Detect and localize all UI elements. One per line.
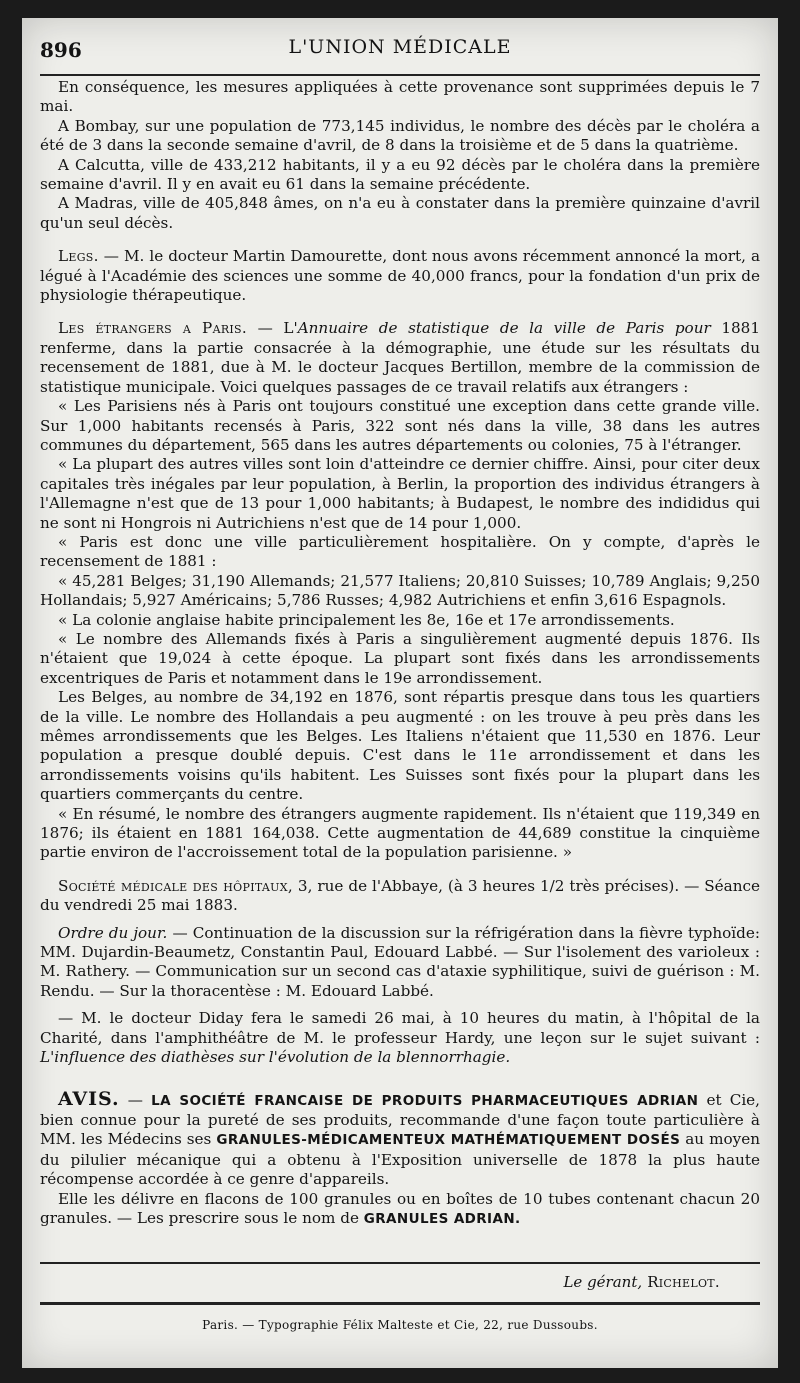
quote-paragraph: Les Belges, au nombre de 34,192 en 1876, sont répartis presque dans tous les quartiers de la ville. Le nombre des Hollandais a peu augmenté : on les trouve à peu près dans les mêmes arrondissements que les Belges. Les Italiens n'étaient que 11,530 en 1876. Leur population a presque doublé depuis. C'est dans le 11e arrondissement et dans les arrondissements voisins qu'ils habitent. Les Suisses sont fixés pour la plupart dans les quartiers commerçants du centre. (40, 688, 760, 804)
footer-rule-bottom (40, 1302, 760, 1305)
section-heading: Legs. (58, 247, 99, 266)
etrangers-intro: Les étrangers a Paris. — L'Annuaire de statistique de la ville de Paris pour 1881 renferme, dans la partie consacrée à la démographie, une étude sur les résultats du recensement de 1881, due à M. le docteur Jacques Bertillon, membre de la commission de statistique municipale. Voici quelques passages de ce travail relatifs aux étrangers : (40, 319, 761, 396)
paragraph: En conséquence, les mesures appliquées à cette provenance sont supprimées depuis le 7 mai. (40, 78, 760, 116)
societe-notice: Société médicale des hôpitaux, 3, rue de l'Abbaye, (à 3 heures 1/2 très précises). — Séance du vendredi 25 mai 1883. (40, 876, 760, 915)
footer-rule-top (40, 1262, 760, 1264)
quote-paragraph: « 45,281 Belges; 31,190 Allemands; 21,577 Italiens; 20,810 Suisses; 10,789 Anglais; 9,250 Hollandais; 5,927 Américains; 5,786 Russes; 4,982 Autrichiens et enfin 3,616 Espagnols. (40, 571, 760, 610)
gerant-signature: Le gérant, Richelot. (563, 1273, 720, 1291)
section-heading: Société médicale des hôpitaux, (58, 876, 293, 895)
quote-paragraph: « La plupart des autres villes sont loin d'atteindre ce dernier chiffre. Ainsi, pour citer deux capitales très inégales par leur population, à Berlin, la proportion des individus étrangers à l'Allemagne n'est que de 13 pour 1,000 habitants; à Budapest, le nombre des indididus qui ne sont ni Hongrois ni Autrichiens n'est que de 14 pour 1,000. (40, 455, 760, 532)
quote-paragraph: « En résumé, le nombre des étrangers augmente rapidement. Ils n'étaient que 119,349 en 1876; ils étaient en 1881 164,038. Cette augmentation de 44,689 constitue la cinquième partie environ de l'accroissement total de la population parisienne. » (40, 804, 760, 862)
printer-imprint: Paris. — Typographie Félix Malteste et Cie, 22, rue Dussoubs. (202, 1318, 598, 1332)
diday-notice: — M. le docteur Diday fera le samedi 26 mai, à 10 heures du matin, à l'hôpital de la Charité, dans l'amphithéâtre de M. le professeur Hardy, une leçon sur le sujet suivant : L'influence des diathèses sur l'évolution de la blennorrhagie. (40, 1009, 760, 1067)
ordre-du-jour: Ordre du jour. — Continuation de la discussion sur la réfrigération dans la fièvre typhoïde: MM. Dujardin-Beaumetz, Constantin Paul, Edouard Labbé. — Sur l'isolement des varioleux : M. Rathery. — Communication sur un second cas d'ataxie syphilitique, suivi de guérison : M. Rendu. — Sur la thoracentèse : M. Edouard Labbé. (40, 923, 760, 1000)
avis-title: AVIS. (58, 1087, 120, 1110)
quote-paragraph: « La colonie anglaise habite principalement les 8e, 16e et 17e arrondissements. (58, 610, 675, 629)
legs-notice: Legs. — M. le docteur Martin Damourette, dont nous avons récemment annoncé la mort, a légué à l'Académie des sciences une somme de 40,000 francs, pour la fondation d'un prix de physiologie thérapeutique. (40, 247, 760, 305)
quote-paragraph: « Les Parisiens nés à Paris ont toujours constitué une exception dans cette grande ville. Sur 1,000 habitants recensés à Paris, 322 sont nés dans la ville, 38 dans les autres communes du département, 565 dans les autres départements ou colonies, 75 à l'étranger. (40, 397, 760, 454)
section-heading: Les étrangers a Paris. (58, 319, 248, 338)
avis-advertisement: AVIS. — LA SOCIÉTÉ FRANCAISE DE PRODUITS PHARMACEUTIQUES ADRIAN et Cie, bien connue pour la pureté de ses produits, recommande d'une façon toute particulière à MM. les Médecins ses GRANULES-MÉDICAMENTEUX MATHÉMATIQUEMENT DOSÉS au moyen du pilulier mécanique qui a obtenu à l'Exposition universelle de 1878 la plus haute récompense accordée à ce genre d'appareils. Elle les délivre en flacons de 100 granules ou en boîtes de 10 tubes contenant chacun 20 granules. — Les prescrire sous le nom de GRANULES ADRIAN. (40, 1087, 760, 1227)
journal-title: L'UNION MÉDICALE (288, 36, 512, 58)
paragraph: A Calcutta, ville de 433,212 habitants, il y a eu 92 décès par le choléra dans la première semaine d'avril. Il y en avait eu 61 dans la semaine précédente. (40, 155, 760, 194)
page-number: 896 (40, 38, 82, 62)
paragraph: A Bombay, sur une population de 773,145 individus, le nombre des décès par le choléra a été de 3 dans la seconde semaine d'avril, de 8 dans la troisième et de 5 dans la quatrième. (40, 116, 760, 155)
page-header (22, 18, 778, 62)
article-body (40, 78, 760, 1229)
quote-paragraph: « Paris est donc une ville particulièrement hospitalière. On y compte, d'après le recensement de 1881 : (40, 532, 760, 571)
header-rule (40, 74, 760, 76)
quote-paragraph: « Le nombre des Allemands fixés à Paris a singulièrement augmenté depuis 1876. Ils n'étaient que 19,024 à cette époque. La plupart sont fixés dans les arrondissements excentriques de Paris et notamment dans le 19e arrondissement. (40, 629, 760, 687)
paragraph: A Madras, ville de 405,848 âmes, on n'a eu à constater dans la première quinzaine d'avril qu'un seul décès. (40, 194, 760, 232)
